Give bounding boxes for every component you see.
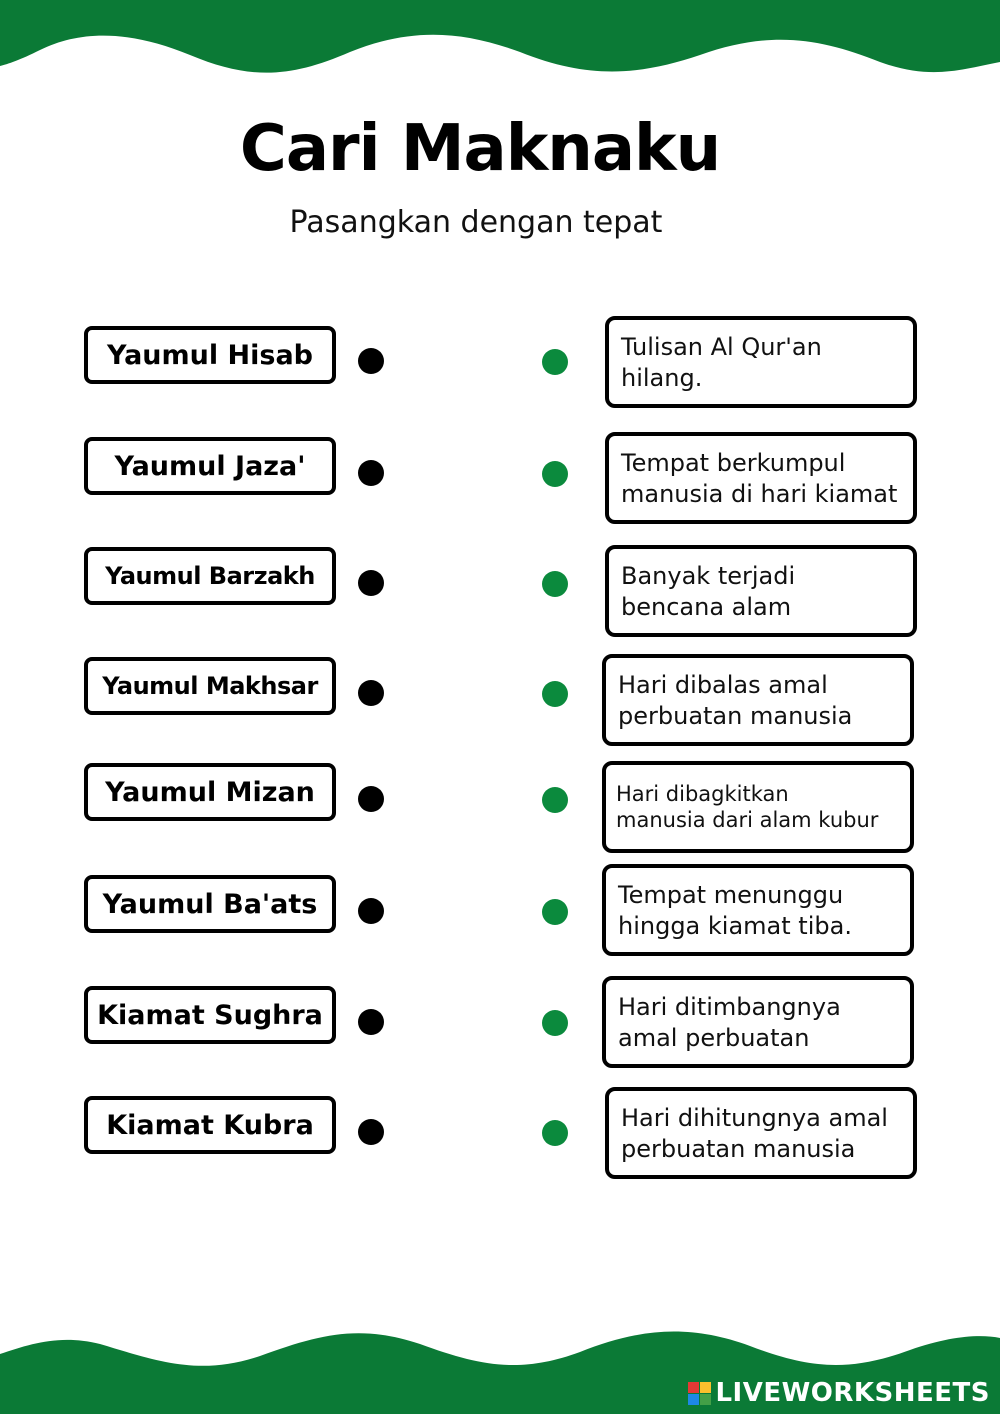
term-connector-dot[interactable] bbox=[358, 680, 384, 706]
term-box[interactable]: Yaumul Hisab bbox=[84, 326, 336, 384]
liveworksheets-logo bbox=[688, 1378, 990, 1408]
term-box[interactable]: Yaumul Jaza' bbox=[84, 437, 336, 495]
definition-box[interactable]: Tempat berkumpul manusia di hari kiamat bbox=[605, 432, 917, 524]
definition-box[interactable]: Hari dibagkitkan manusia dari alam kubur bbox=[602, 761, 914, 853]
definition-connector-dot[interactable] bbox=[542, 899, 568, 925]
worksheet-instruction: Pasangkan dengan tepat bbox=[289, 205, 663, 240]
term-box[interactable]: Kiamat Sughra bbox=[84, 986, 336, 1044]
term-connector-dot[interactable] bbox=[358, 1119, 384, 1145]
term-connector-dot[interactable] bbox=[358, 786, 384, 812]
definition-connector-dot[interactable] bbox=[542, 349, 568, 375]
definition-connector-dot[interactable] bbox=[542, 787, 568, 813]
definition-connector-dot[interactable] bbox=[542, 681, 568, 707]
worksheet-title: Cari Maknaku bbox=[239, 112, 721, 186]
term-box[interactable]: Yaumul Mizan bbox=[84, 763, 336, 821]
definition-box[interactable]: Tulisan Al Qur'an hilang. bbox=[605, 316, 917, 408]
term-connector-dot[interactable] bbox=[358, 460, 384, 486]
definition-connector-dot[interactable] bbox=[542, 571, 568, 597]
term-box[interactable]: Yaumul Barzakh bbox=[84, 547, 336, 605]
definition-box[interactable]: Banyak terjadi bencana alam bbox=[605, 545, 917, 637]
liveworksheets-logo-icon bbox=[688, 1382, 711, 1405]
definition-connector-dot[interactable] bbox=[542, 461, 568, 487]
term-box[interactable]: Yaumul Makhsar bbox=[84, 657, 336, 715]
top-wave-decoration bbox=[0, 0, 1000, 90]
term-connector-dot[interactable] bbox=[358, 570, 384, 596]
definition-connector-dot[interactable] bbox=[542, 1010, 568, 1036]
definition-box[interactable]: Hari dihitungnya amal perbuatan manusia bbox=[605, 1087, 917, 1179]
definition-box[interactable]: Hari ditimbangnya amal perbuatan bbox=[602, 976, 914, 1068]
definition-box[interactable]: Tempat menunggu hingga kiamat tiba. bbox=[602, 864, 914, 956]
definition-box[interactable]: Hari dibalas amal perbuatan manusia bbox=[602, 654, 914, 746]
definition-connector-dot[interactable] bbox=[542, 1120, 568, 1146]
term-connector-dot[interactable] bbox=[358, 1009, 384, 1035]
term-box[interactable]: Yaumul Ba'ats bbox=[84, 875, 336, 933]
logo-text: LIVEWORKSHEETS bbox=[715, 1378, 990, 1408]
term-box[interactable]: Kiamat Kubra bbox=[84, 1096, 336, 1154]
term-connector-dot[interactable] bbox=[358, 348, 384, 374]
term-connector-dot[interactable] bbox=[358, 898, 384, 924]
